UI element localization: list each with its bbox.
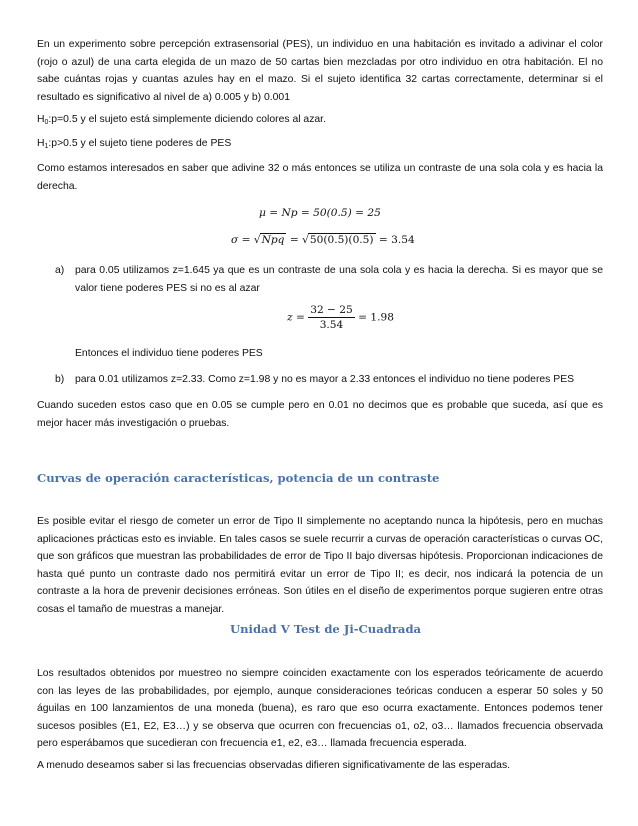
oc-paragraph: Es posible evitar el riesgo de cometer un error de Tipo II simplemente no aceptando nunca la hipótesis, pero en muchas aplicaciones prácticas esto es inviable. En tales casos se suele recurrir a curvas de operación características o curvas OC, que son gráficos que muestran las probabilidades de error de Tipo II bajo diversas hipótesis. Proporcionan indicaciones de hasta qué punto un contraste dado nos permitirá evitar un error de Tipo II; es decir, nos indicará la potencia de un contraste a la hora de prevenir decisiones erróneas. Son útiles en el diseño de experimentos porque sugieren entre otras cosas el tamaño de muestras a manejar. [37, 516, 603, 615]
note-paragraph: Cuando suceden estos caso que en 0.05 se cumple pero en 0.01 no decimos que es probable que suceda, así que es mejor hacer más investigación o pruebas. [37, 400, 603, 429]
sigma-radicand-2: 50(0.5)(0.5) [309, 234, 374, 246]
intro-paragraph: En un experimento sobre percepción extrasensorial (PES), un individuo en una habitación es invitado a adivinar el color (rojo o azul) de una carta elegida de un mazo de 50 cartas bien mezcladas por otro individuo en otra habitación. El no sabe cuántas rojas y cuantas azules hay en el mazo. Si el sujeto identifica 32 cartas correctamente, determinar si el resultado es significativo al nivel de a) 0.005 y b) 0.001 [37, 39, 603, 103]
heading-oc-curves: Curvas de operación características, potencia de un contraste [37, 471, 440, 485]
equation-z [287, 304, 394, 331]
sigma-rhs: = 3.54 [375, 234, 415, 246]
z-rhs: = 1.98 [354, 311, 394, 324]
heading-unit-v: Unidad V Test de Ji-Cuadrada [230, 622, 422, 636]
item-b-marker: b) [55, 374, 65, 385]
ji-paragraph: Los resultados obtenidos por muestreo no siempre coinciden exactamente con los esperados teóricamente de acuerdo con las leyes de las probabilidades, por ejemplo, aunque consideraciones teóricas conducen a esperar 50 soles y 50 águilas en 100 lanzamientos de una moneda (buena), es raro que eso ocurra exactamente. Entonces podemos tener sucesos posibles (E1, E2, E3…) y se observa que ocurren con frecuencias o1, o2, o3… llamados frecuencia observada pero esperábamos que sucedieran con frecuencia e1, e2, e3… llamada frecuencia esperada. [37, 668, 603, 750]
h1-label: H [37, 138, 45, 149]
conclusion-a: Entonces el individuo tiene poderes PES [75, 348, 263, 359]
z-numerator: 32 − 25 [310, 304, 353, 316]
h1-subscript: 1 [44, 143, 49, 150]
null-hypothesis [37, 111, 603, 129]
item-a-text: para 0.05 utilizamos z=1.645 ya que es un contraste de una sola cola y es hacia la derecha. Si es mayor que se valor tiene poderes PES si no es al azar [75, 265, 603, 294]
sigma-lhs: σ = [231, 234, 254, 246]
equation-sigma: σ = √Npq = √50(0.5)(0.5) = 3.54 [231, 234, 415, 246]
z-denominator: 3.54 [319, 319, 344, 331]
item-a-marker: a) [55, 265, 65, 276]
last-paragraph: A menudo deseamos saber si las frecuencias observadas difieren significativamente de las esperadas. [37, 760, 511, 771]
h0-text: :p=0.5 y el sujeto está simplemente diciendo colores al azar. [48, 114, 326, 125]
interest-paragraph: Como estamos interesados en saber que adivine 32 o más entonces se utiliza un contraste de una sola cola y es hacia la derecha. [37, 163, 603, 192]
z-fraction [308, 304, 355, 331]
h1-text: :p>0.5 y el sujeto tiene poderes de PES [48, 138, 232, 149]
alt-hypothesis [37, 135, 603, 153]
z-lhs: z = [287, 311, 309, 324]
sigma-mid: = [286, 234, 303, 246]
equation-mu: μ = Np = 50(0.5) = 25 [259, 207, 381, 219]
item-b-text: para 0.01 utilizamos z=2.33. Como z=1.98 y no es mayor a 2.33 entonces el individuo no tiene poderes PES [75, 374, 575, 385]
h0-label: H [37, 114, 45, 125]
sigma-radicand-1: Npq [261, 234, 285, 246]
h0-subscript: 0 [44, 119, 49, 126]
